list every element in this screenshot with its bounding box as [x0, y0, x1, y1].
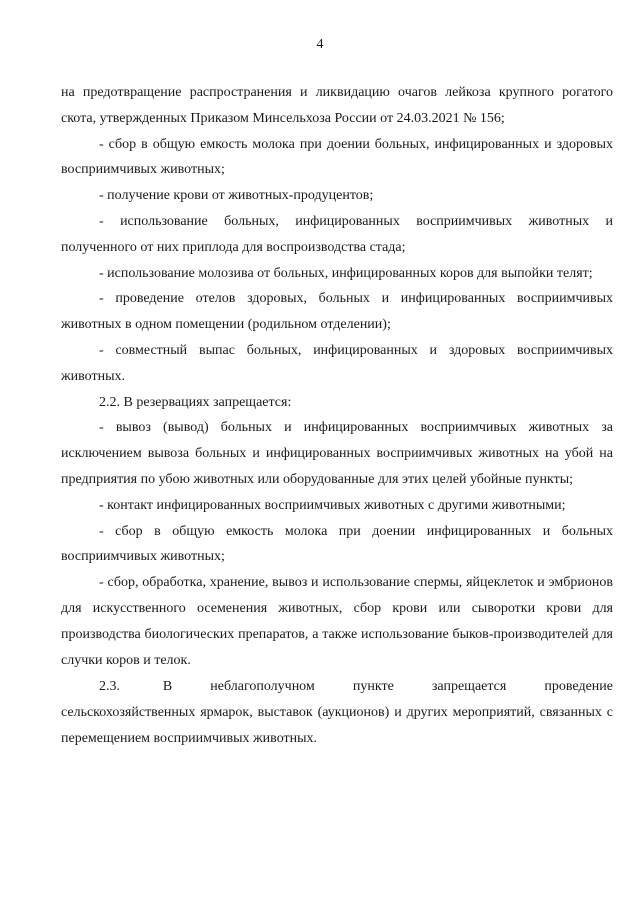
paragraph-7: - совместный выпас больных, инфицированных и здоровых восприимчивых животных.: [61, 342, 613, 384]
paragraph-12: - сбор, обработка, хранение, вывоз и использование спермы, яйцеклеток и эмбрионов для искусственного осеменения животных, сбор крови или сыворотки крови для производства биологических препаратов, а также использование быков-производителей для случки коров и телок.: [61, 575, 613, 668]
paragraph-9: - вывоз (вывод) больных и инфицированных восприимчивых животных за исключением вывоза больных и инфицированных восприимчивых животных на убой на предприятия по убою животных или оборудованные для этих целей убойные пункты;: [61, 420, 613, 487]
paragraph-4: - использование больных, инфицированных восприимчивых животных и полученного от них приплода для воспроизводства стада;: [61, 213, 613, 255]
section-2-3-paragraph: 2.3. В неблагополучном пункте запрещается проведение сельскохозяйственных ярмарок, выставок (аукционов) и других мероприятий, связанных с перемещением восприимчивых животных.: [61, 679, 613, 746]
body-text: [61, 80, 613, 752]
paragraph-2: - сбор в общую емкость молока при доении больных, инфицированных и здоровых восприимчивых животных;: [61, 136, 613, 178]
paragraph-1: на предотвращение распространения и ликвидацию очагов лейкоза крупного рогатого скота, утвержденных Приказом Минсельхоза России от 24.03.2021 № 156;: [61, 85, 613, 126]
paragraph-3: - получение крови от животных-продуцентов;: [99, 188, 374, 204]
paragraph-11: - сбор в общую емкость молока при доении инфицированных и больных восприимчивых животных;: [61, 523, 613, 565]
section-2-2-heading: 2.2. В резервациях запрещается:: [99, 394, 292, 410]
paragraph-6: - проведение отелов здоровых, больных и инфицированных восприимчивых животных в одном помещении (родильном отделении);: [61, 291, 613, 333]
paragraph-5: - использование молозива от больных, инфицированных коров для выпойки телят;: [99, 265, 593, 281]
paragraph-10: - контакт инфицированных восприимчивых животных с другими животными;: [99, 497, 566, 513]
page-number: 4: [316, 37, 324, 52]
